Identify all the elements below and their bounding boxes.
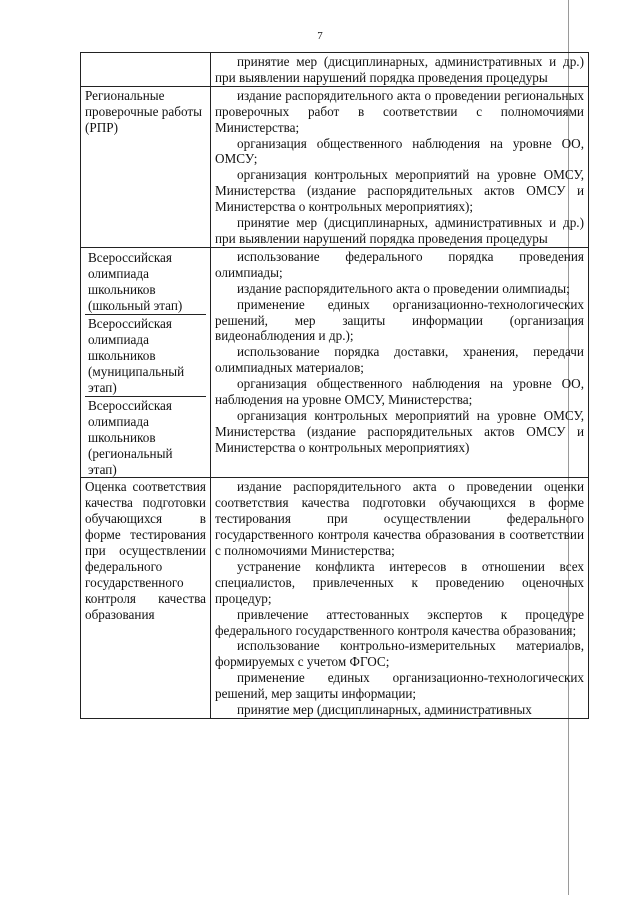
measures-cell [211, 478, 589, 719]
measure-item: привлечение аттестованных экспертов к процедуре федерального государственного контроля качества образования; [215, 606, 584, 638]
measures-cell [211, 247, 589, 478]
table-row [81, 247, 589, 478]
measure-item: использование контрольно-измерительных материалов, формируемых с учетом ФГОС; [215, 638, 584, 670]
measure-item: использование порядка доставки, хранения, передачи олимпиадных материалов; [215, 344, 584, 376]
measure-item: принятие мер (дисциплинарных, административных и др.) при выявлении нарушений порядка проведения процедуры [215, 54, 584, 85]
measure-item: организация общественного наблюдения на уровне ОО, наблюдения на уровне ОМСУ, Министерства; [215, 376, 584, 408]
measure-item: организация контрольных мероприятий на уровне ОМСУ, Министерства (издание распорядительных актов ОМСУ и Министерства о контрольных мероприятиях); [215, 167, 584, 215]
procedure-cell-group [81, 247, 211, 478]
measures-table [80, 52, 589, 719]
measure-item: издание распорядительного акта о проведении оценки соответствия качества подготовки обучающихся в форме тестирования при осуществлении федерального государственного контроля качества образования в соответствии с полномочиями Министерства; [215, 479, 584, 559]
measure-item: использование федерального порядка проведения олимпиады; [215, 248, 584, 280]
measure-item: устранение конфликта интересов в отношении всех специалистов, привлеченных к проведению оценочных процедур; [215, 558, 584, 606]
procedure-cell: Региональные проверочные работы (РПР) [81, 86, 211, 247]
procedure-cell: Всероссийская олимпиада школьников (школьный этап) [88, 249, 183, 313]
measure-item: издание распорядительного акта о проведении олимпиады; [237, 280, 570, 296]
measure-item: применение единых организационно-технологических решений, мер защиты информации; [215, 670, 584, 702]
measures-cell [211, 86, 589, 247]
procedure-cell: Всероссийская олимпиада школьников (региональный этап) [85, 396, 206, 478]
measure-item: принятие мер (дисциплинарных, административных и др.) при выявлении нарушений порядка проведения процедуры [215, 215, 584, 246]
measure-item: организация контрольных мероприятий на уровне ОМСУ, Министерства (издание распорядительных актов ОМСУ и Министерства о контрольных мероприятиях) [215, 407, 584, 455]
measures-cell [211, 53, 589, 87]
page-number: 7 [317, 30, 323, 42]
procedure-cell [81, 53, 211, 87]
measure-item: издание распорядительного акта о проведении региональных проверочных работ в соответствии с полномочиями Министерства; [215, 87, 584, 135]
table-row [81, 478, 589, 719]
table-row [81, 86, 589, 247]
procedure-cell: Всероссийская олимпиада школьников (муниципальный этап) [85, 314, 206, 396]
measure-item: организация общественного наблюдения на уровне ОО, ОМСУ; [215, 135, 584, 167]
measure-item: принятие мер (дисциплинарных, административных [237, 702, 532, 718]
table-row [81, 53, 589, 87]
procedure-cell: Оценка соответствия качества подготовки обучающихся в форме тестирования при осуществлении федерального государственного контроля качества образования [81, 478, 211, 719]
measure-item: применение единых организационно-технологических решений, мер защиты информации (организация видеонаблюдения и др.); [215, 296, 584, 344]
